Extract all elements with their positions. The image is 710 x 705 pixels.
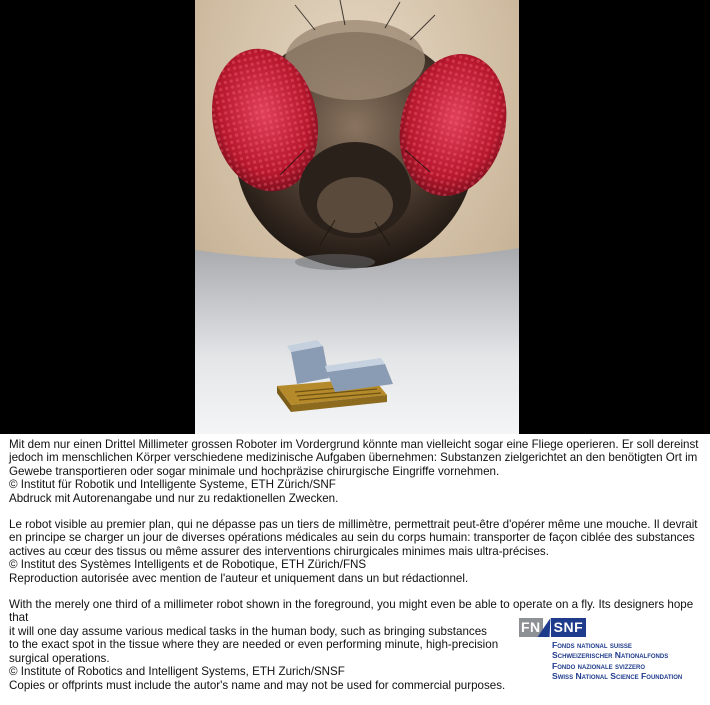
logo-line-it: Fondo nazionale svizzero [552, 660, 646, 671]
logo-fn: FN [521, 619, 541, 635]
caption-fr-usage: Reproduction autorisée avec mention de l'auteur et uniquement dans un but rédactionnel. [9, 571, 469, 585]
caption-en-usage: Copies or offprints must include the autor's name and may not be used for commercial purposes. [9, 678, 506, 692]
logo-names [552, 640, 709, 682]
caption-de-credit: © Institut für Robotik und Intelligente Systeme, ETH Zürich/SNF [9, 478, 336, 492]
caption-french [9, 518, 701, 585]
caption-fr-text: Le robot visible au premier plan, qui ne dépasse pas un tiers de millimètre, permettrait peut-être d'opérer même une mouche. Il devrait en principe se charger un jour de diverses opérations médicales au sein du corps humain: transporter de façon ciblée des substances actives au cœur des tissus ou même assurer des interventions chirurgicales minimes mais ultra-précises. [9, 518, 698, 558]
caption-fr-credit: © Institut des Systèmes Intelligents et de Robotique, ETH Zürich/FNS [9, 558, 367, 572]
caption-en-line1: With the merely one third of a millimeter robot shown in the foreground, you might even be able to operate on a fly. Its designers hope that [9, 598, 694, 625]
snf-logo [519, 618, 709, 682]
logo-snf: SNF [551, 618, 587, 637]
caption-en-text: it will one day assume various medical tasks in the human body, such as bringing substances to the exact spot in the tissue where they are needed or even performing minute, high-precision surgical operations. [9, 624, 499, 665]
photo-illustration [195, 0, 519, 434]
logo-line-de: Schweizerischer Nationalfonds [552, 650, 669, 661]
caption-german [9, 438, 701, 505]
caption-de-usage: Abdruck mit Autorenangabe und nur zu redaktionellen Zwecken. [9, 491, 339, 505]
caption-en-credit: © Institute of Robotics and Intelligent Systems, ETH Zurich/SNSF [9, 665, 345, 679]
fly-and-microrobot-photo [195, 0, 519, 434]
snf-logo-mark [519, 618, 709, 637]
logo-line-en: Swiss National Science Foundation [552, 671, 683, 682]
logo-line-fr: Fonds national suisse [552, 640, 632, 650]
caption-de-text: Mit dem nur einen Drittel Millimeter grossen Roboter im Vordergrund könnte man vielleicht sogar eine Fliege operieren. Er soll dereinst jedoch im menschlichen Körper verschiedene medizinische Aufgaben übernehmen: Substanzen zielgerichtet an den benötigten Ort im Gewebe transportieren oder sogar minimale und hochpräzise chirurgische Eingriffe vornehmen. [9, 438, 699, 478]
